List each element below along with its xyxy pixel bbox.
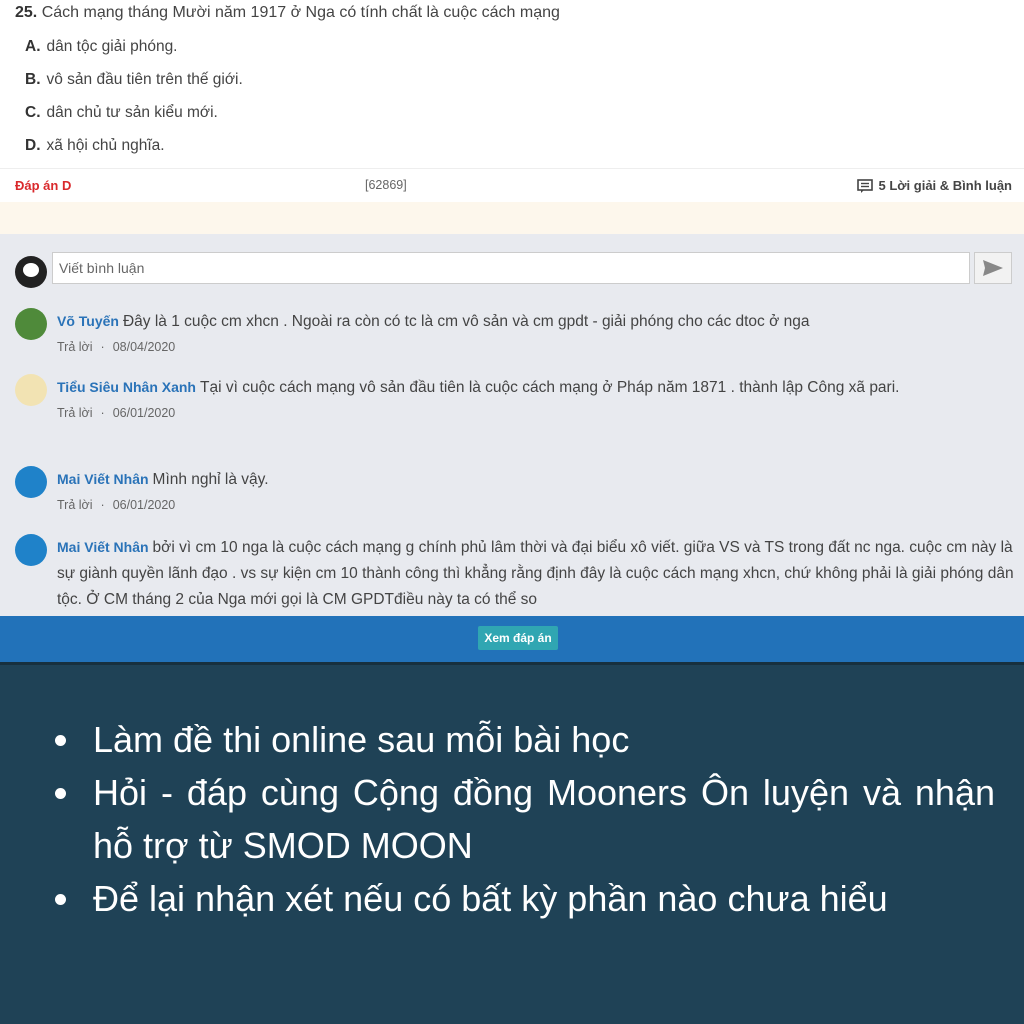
view-answer-button[interactable]: Xem đáp án (478, 626, 558, 650)
comment-content (57, 466, 1015, 493)
option-d[interactable] (25, 137, 165, 155)
comment-input-placeholder: Viết bình luận (59, 260, 145, 276)
comment-input[interactable] (52, 252, 970, 284)
avatar (15, 466, 47, 498)
correct-answer: Đáp án D (15, 178, 72, 193)
comment-item (15, 374, 1015, 420)
comment-text: Mình nghỉ là vậy. (152, 471, 269, 488)
comment-meta (57, 406, 1015, 420)
comments-link-label: 5 Lời giải & Bình luận (878, 178, 1012, 193)
question-number: 25. (15, 4, 38, 21)
reply-link[interactable]: Trả lời (57, 340, 93, 354)
comment-icon (857, 179, 873, 193)
comment-item (15, 466, 1015, 512)
comment-author[interactable]: Võ Tuyến (57, 313, 119, 329)
comment-date: 08/04/2020 (112, 340, 176, 354)
features-list (55, 713, 995, 925)
meta-separator: · (100, 340, 105, 354)
option-text: dân tộc giải phóng. (46, 38, 178, 55)
comment-author[interactable]: Tiểu Siêu Nhân Xanh (57, 379, 196, 395)
avatar (15, 374, 47, 406)
send-button[interactable] (974, 252, 1012, 284)
option-b[interactable] (25, 71, 243, 89)
comment-text: Tại vì cuộc cách mạng vô sản đầu tiên là cuộc cách mạng ở Pháp năm 1871 . thành lập Công xã pari. (200, 379, 900, 396)
comment-author[interactable]: Mai Viết Nhân (57, 539, 149, 555)
meta-separator: · (100, 406, 105, 420)
bottom-action-bar (0, 616, 1024, 662)
feature-item: Để lại nhận xét nếu có bất kỳ phần nào chưa hiểu (55, 872, 995, 925)
meta-separator: · (100, 498, 105, 512)
question-text (15, 4, 560, 22)
option-letter: D. (25, 137, 41, 154)
current-user-avatar (15, 256, 47, 288)
comment-meta (57, 340, 1015, 354)
option-letter: A. (25, 38, 41, 55)
option-text: xã hội chủ nghĩa. (46, 137, 165, 154)
comment-item (15, 308, 1015, 354)
feature-item: Hỏi - đáp cùng Cộng đồng Mooners Ôn luyện và nhận hỗ trợ từ SMOD MOON (55, 766, 995, 872)
reply-link[interactable]: Trả lời (57, 406, 93, 420)
avatar (15, 534, 47, 566)
answer-bar (0, 168, 1024, 203)
comment-meta (57, 498, 1015, 512)
option-letter: C. (25, 104, 41, 121)
answer-explanation-strip (0, 202, 1024, 234)
comment-author[interactable]: Mai Viết Nhân (57, 471, 149, 487)
question-stem: Cách mạng tháng Mười năm 1917 ở Nga có tính chất là cuộc cách mạng (41, 4, 560, 21)
reply-link[interactable]: Trả lời (57, 498, 93, 512)
comment-content (57, 374, 1015, 401)
send-icon (982, 259, 1004, 277)
comment-section (0, 234, 1024, 616)
comment-text: bởi vì cm 10 nga là cuộc cách mạng g chính phủ lâm thời và đại biểu xô viết. giữa VS và TS trong đất nc nga. cuộc cm này là sự giành quyền lãnh đạo . vs sự kiện cm 10 thành công thì khẳng rằng định đây là cuộc cách mạng xhcn, chứ không phải là giải phóng dân tộc. Ở CM tháng 2 của Nga mới gọi là CM GPDTđiều này ta có thể so (57, 539, 1014, 608)
comment-item (15, 534, 1015, 613)
features-panel (0, 662, 1024, 1024)
comment-date: 06/01/2020 (112, 498, 176, 512)
option-letter: B. (25, 71, 41, 88)
comment-content (57, 308, 1015, 335)
question-id: [62869] (365, 178, 407, 192)
comment-date: 06/01/2020 (112, 406, 176, 420)
option-c[interactable] (25, 104, 218, 122)
option-text: vô sản đầu tiên trên thế giới. (46, 71, 243, 88)
comment-content (57, 534, 1015, 613)
option-text: dân chủ tư sản kiểu mới. (46, 104, 218, 121)
option-a[interactable] (25, 38, 178, 56)
avatar (15, 308, 47, 340)
comment-text: Đây là 1 cuộc cm xhcn . Ngoài ra còn có tc là cm vô sản và cm gpdt - giải phóng cho các dtoc ở nga (122, 313, 810, 330)
feature-item: Làm đề thi online sau mỗi bài học (55, 713, 995, 766)
comments-link[interactable] (857, 178, 1012, 193)
